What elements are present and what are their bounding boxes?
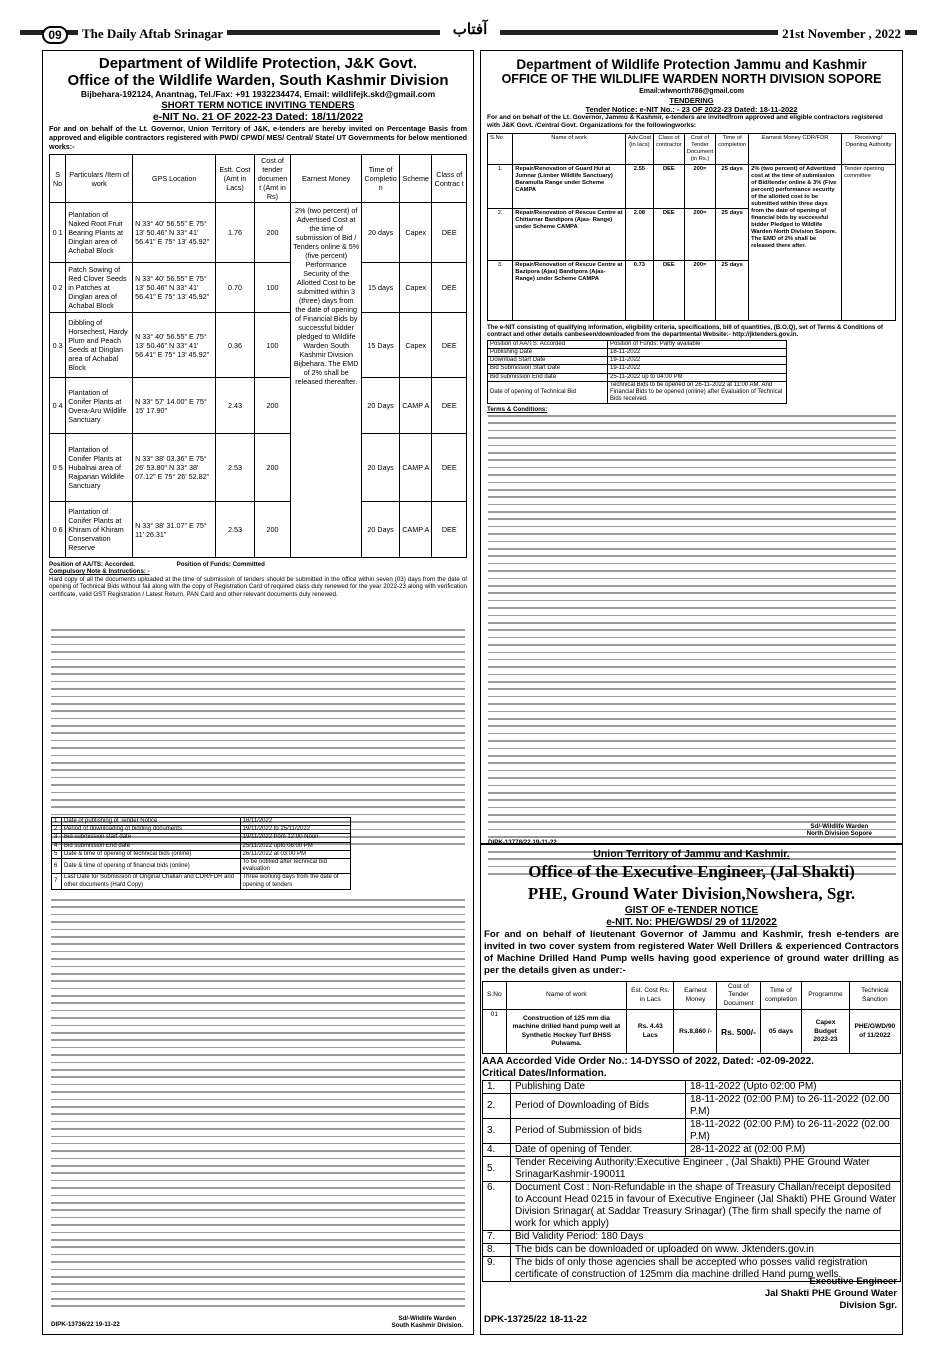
notice-title-office: Office of the Wildlife Warden, South Kashmir Division	[67, 72, 449, 89]
newspaper-name: The Daily Aftab Srinagar	[78, 26, 227, 42]
signatory-office: North Division Sopore	[806, 830, 872, 838]
table-row: 2. Period of Downloading of Bids 18-11-2022 (02:00 P.M) to 26-11-2022 (02.00 P.M)	[483, 1094, 901, 1119]
col-header: Cost of tender documen t (Amt in Rs)	[254, 155, 290, 203]
table-row: Download Start Date 19-11-2022	[488, 357, 787, 365]
issue-date: 21st November , 2022	[778, 26, 905, 42]
signatory-division: Division Sgr.	[839, 1300, 897, 1311]
earnest-money-cell: 2% (two percent) of Advertized cost at the time of submission of Bid/tender online & 3% (Five percent) performance security of the allotted cost to be submitted within three days from the date of opening of financial bids by successful bidder Pledged to Wildlife Warden North Division Sopore. The EMD of 2% shall be released there after.	[749, 165, 842, 321]
critical-dates-heading: Critical Dates/Information.	[482, 1068, 607, 1080]
terms-text-block	[488, 415, 896, 881]
north-division-tender-notice	[481, 51, 902, 414]
col-header: Receiving/ Opening Authority	[842, 134, 896, 165]
notice-title-department: Department of Wildlife Protection, J&K Govt.	[98, 55, 418, 72]
table-row: 4. Date of opening of Tender. 28-11-2022 at (02:00 P.M)	[483, 1144, 901, 1157]
table-row: 0 4 Plantation of Conifer Plants at Overa-Aru Wildlife Sanctuary N 33° 57' 14.00" E 75° 15' 17.90" 2.43 200 20 Days CAMP A DEE	[50, 378, 467, 434]
dipk-number: DIPK-13736/22 19-11-22	[51, 1321, 120, 1328]
table-row: 7. Bid Validity Period: 180 Days	[483, 1231, 901, 1244]
signatory-office: South Kashmir Division.	[391, 1322, 463, 1330]
south-kashmir-tender-notice	[42, 50, 474, 1335]
table-row: 0 6 Plantation of Conifer Plants at Khiram of Khiram Conservation Reserve N 33° 38' 31.07" E 75° 11' 26.31" 2.53 200 20 Days CAMP A DEE	[50, 502, 467, 558]
dipk-number: DPK-13725/22 18-11-22	[484, 1314, 587, 1325]
table-row: 2. Repair/Renovation of Rescue Centre at Chittarnar Bandipora (Ajas- Range) under Scheme CAMPA 2.08 DEE 200= 25 days	[488, 209, 896, 261]
col-header: Adv.Cost (in lacs)	[625, 134, 653, 165]
table-row: 01 Construction of 125 mm dia machine drilled hand pump well at Synthetic Hockey Turf BHSS Pulwama. Rs. 4.43 Lacs Rs.8,860 /- Rs. 500/- 05 days Capex Budget 2022-23 PHE/GWD/90 of 11/2022	[483, 1010, 901, 1054]
notice-heading: TENDERING	[669, 96, 714, 105]
table-row: 3 Bid submission start date 19/11/2022 from 12:00 Noon	[52, 834, 351, 842]
table-row: Publishing Date 18-11-2022	[488, 349, 787, 357]
notice-title-office: OFFICE OF THE WILDLIFE WARDEN NORTH DIVISION SOPORE	[501, 72, 882, 86]
col-header: Earnest Money	[291, 155, 362, 203]
notice-title-office: Office of the Executive Engineer, (Jal Shakti)	[528, 862, 855, 881]
office-address: Bijbehara-192124, Anantnag, Tel./Fax: +91 1932234474, Email: wildlifejk.skd@gmail.com	[80, 89, 436, 99]
enit-number: Tender Notice: e-NIT No.: - 23 OF 2022-23 Dated: 18-11-2022	[585, 105, 798, 114]
table-row: 5 Date & time of opening of technical bids (online) 26/11/2022 at 03:00 PM	[52, 850, 351, 858]
signatory-title: Executive Engineer	[809, 1276, 897, 1287]
terms-text-block	[51, 899, 465, 1313]
notice-title-division: PHE, Ground Water Division,Nowshera, Sgr.	[527, 884, 856, 903]
page-number: 09	[42, 26, 68, 44]
table-row: 2 Period of downloading of bidding documents 19/11/2022 to 25/11/2022	[52, 826, 351, 834]
col-header: Time of completion	[716, 134, 749, 165]
notice-title-department: Department of Wildlife Protection Jammu and Kashmir	[516, 57, 867, 72]
notice-divider	[480, 843, 903, 845]
table-row: 1. Repair/Renovation of Guard Hut at Jumnar (Limber Wildlife Sanctuary) Baramulla Range under Scheme CAMPA 2.55 DEE 200= 25 days 2% (two percent) of Advertized cost at the time of submission of Bid/tender online & 3% (Five percent) performance security of the allotted cost to be submitted within three days from the date of opening of financial bids by successful bidder Pledged to Wildlife Warden North Division Sopore. The EMD of 2% shall be released there after. Tender opening committee	[488, 165, 896, 209]
col-header: GPS Location	[133, 155, 216, 203]
table-row: 0 2 Patch Sowing of Red Clover Seeds in Patches at Dinglan area of Achabal Block N 33° 40' 56.55" E 75° 13' 50.46" N 33° 41' 56.41" E 75° 13' 45.92" 0.70 100 15 days Capex DEE	[50, 263, 467, 313]
table-row: 3. Repair/Renovation of Rescue Centre at Bazipora (Ajas) Bandipora (Ajas- Range) under Scheme CAMPA 0.73 DEE 200= 25 days	[488, 261, 896, 321]
position-funds: Position of Funds: Committed	[176, 561, 265, 568]
table-row: 0 1 Plantation of Naked Root Fruit Bearing Plants at Dinglan area of Achabal Block N 33° 40' 56.55" E 75° 13' 50.46" N 33° 41' 56.41" E 75° 13' 45.92" 1.76 200 2% (two percent) of Advertised Cost at the time of submission of Bid / Tenders online & 5% (five percent) Performance Security of the Allotted Cost to be submitted within 3 (three) days from the date of opening of Financial Bids by successful bidder pledged to Wildlife Warden South Kashmir Division Bijbehara. The EMD of 2% shall be released thereafter. 20 days Capex DEE	[50, 203, 467, 263]
col-header: Earnest Money	[674, 982, 717, 1010]
col-header: Name of work	[513, 134, 626, 165]
eligibility-note: The e-NIT consisting of qualifying information, eligibility criteria, specifications, bill of quantities, (B.O.Q), set of Terms & Conditions of contract and other details canbeseen/downloaded from the departmental Website:- http://jktenders.gov.in.	[487, 324, 883, 339]
table-row: 3. Period of Submission of bids 18-11-2022 (02:00 P.M) to 26-11-2022 (02.00 P.M)	[483, 1119, 901, 1144]
instructions-heading: Compulsory Note & Instructions: -	[49, 568, 150, 576]
table-row: 7 Last Date for Submission of Original Challan and CDR/FDR and other documents (Hard Copy) Three working days from the date of opening of tenders	[52, 874, 351, 889]
table-row: Date of opening of Technical Bid Technical Bids to be opened on 26-11-2022 at 11:00 AM. And Financial Bids to be opened (online) after Evaluation of Technical Bids received.	[488, 381, 787, 404]
schedule-table	[51, 817, 351, 890]
table-row: 6. Document Cost : Non-Refundable in the shape of Treasury Challan/receipt deposited to Account Head 0215 in favour of Executive Engineer (Jal Shakti) PHE Ground Water Division Srinagar( at Saddar Treasury Srinagar) (The firm shall specify the name of work for which apply)	[483, 1182, 901, 1231]
col-header: S No	[50, 155, 66, 203]
notice-intro: For and on behalf of the Lt. Governor, Union Territory of J&K, e-tenders are hereby invited on Percentage Basis from approved and eligible contractors registered with PWD/ CPWD/ MES/ Central/ State/ UT Governments for below mentioned works:-	[49, 124, 467, 151]
table-row: 0 5 Plantation of Conifer Plants at Hubalnai area of Rajparian Wildlife Sanctuary N 33° 38' 03.36" E 75° 26' 53.80" N 33° 38' 07.12" E 75° 26' 52.82" 2.53 200 20 Days CAMP A DEE	[50, 434, 467, 502]
col-header: S.No	[483, 982, 507, 1010]
gist-heading: GIST OF e-TENDER NOTICE	[624, 905, 759, 916]
col-header: Class of contractor	[653, 134, 684, 165]
enit-number: e-NIT No. 21 OF 2022-23 Dated: 18/11/2022	[152, 111, 364, 123]
signatory-title: Sd/-Wildlife Warden	[398, 1315, 457, 1322]
col-header: Earnest Money CDR/FDR	[749, 134, 842, 165]
col-header: Name of work	[506, 982, 626, 1010]
newspaper-logo: آفتاب	[440, 20, 500, 40]
critical-dates-table	[482, 1080, 901, 1282]
instructions-intro: Hard copy of all the documents uploaded at the time of submission of tenders should be submitted in the office within seven (03) days from the date of opening of Technical Bids without fail along with the copy of Registration Card of required class duly renewed for the year 2022-23 along with verification certificate, valid GST Registration / Latest Return, PAN Card and other relevant documents duly renewed.	[49, 575, 467, 598]
col-header: Particulars /Item of work	[66, 155, 133, 203]
enit-number: e-NIT. No: PHE/GWDS/ 29 of 11/2022	[606, 917, 777, 928]
masthead	[0, 0, 945, 44]
schedule-table-wrap	[51, 817, 351, 890]
table-row: 0 3 Dibbling of Horsechest, Hardy Plum and Peach Seeds at Dinglan area of Achabal Block N 33° 40' 56.55" E 75° 13' 50.46" N 33° 41' 56.41" E 75° 13' 45.92" 0.36 100 15 Days Capex DEE	[50, 313, 467, 378]
office-email: Email:wlwnorth786@gmail.com	[639, 88, 744, 95]
col-header: Cost of Tender Document	[717, 982, 760, 1010]
col-header: Est. Cost Rs. in Lacs	[627, 982, 674, 1010]
notice-intro: For and on behalf of lieutenant Governor of Jammu and Kashmir, fresh e-tenders are invited in two cover system from registered Water Well Drillers & experienced Contractors of Machine Drilled Hand Pump wells having good experience of ground water drilling as per the details given as under:-	[484, 929, 899, 976]
notice-intro: For and on behalf of the Lt. Governor, Jammu & Kashmir, e-tenders are invitedfrom approved and eligible contractors registered with J&K Govt. /Central Govt. Organizations for the followingworks:	[487, 114, 883, 129]
works-table	[49, 154, 467, 558]
col-header: Time of completion	[760, 982, 802, 1010]
table-row: Position of AA/TS: Accorded Position of Funds: Partly available	[488, 340, 787, 348]
signatory-office: Jal Shakti PHE Ground Water	[764, 1288, 897, 1299]
table-row: 6 Date & time of opening of financial bids (online) To be notified after technical bid evaluation	[52, 859, 351, 874]
works-table	[482, 981, 901, 1054]
table-row: Bid Submission Start Date 19-11-2022	[488, 365, 787, 373]
terms-heading: Terms & Conditions:	[487, 406, 548, 414]
works-table	[487, 133, 896, 321]
table-row: 1 Date of publishing of Tender Notice 18/11/2022	[52, 818, 351, 826]
phe-tender-notice	[482, 848, 901, 1333]
notice-heading: SHORT TERM NOTICE INVITING TENDERS	[161, 100, 355, 111]
col-header: Time of Completio n	[362, 155, 400, 203]
col-header: Scheme	[400, 155, 432, 203]
schedule-table	[487, 340, 787, 405]
table-row: 8. The bids can be downloaded or uploaded on www. Jktenders.gov.in	[483, 1244, 901, 1257]
col-header: Class of Contrac t	[432, 155, 467, 203]
col-header: Programme	[802, 982, 849, 1010]
col-header: Technical Sanction	[849, 982, 900, 1010]
aaa-order: AAA Accorded Vide Order No.: 14-DYSSO of 2022, Dated: -02-09-2022.	[482, 1056, 814, 1068]
earnest-money-cell: 2% (two percent) of Advertised Cost at the time of submission of Bid / Tenders online & 5% (five percent) Performance Security of the Allotted Cost to be submitted within 3 (three) days from the date of opening of Financial Bids by successful bidder pledged to Wildlife Warden South Kashmir Division Bijbehara. The EMD of 2% shall be released thereafter.	[291, 203, 362, 558]
table-row: Bid submission End date 25-11-2022 up to 04:00 PM	[488, 373, 787, 381]
table-row: 9. The bids of only those agencies shall be accepted who posses valid registration certificate of construction of 125mm dia machine drilled Hand pump wells.	[483, 1257, 901, 1282]
table-row: 4 Bid submission End date 25/11/2022 upto 06:00 PM	[52, 842, 351, 850]
signatory-title: Sd/-Wildlife Warden	[810, 823, 869, 830]
col-header: Cost of Tender Document (in Rs.)	[684, 134, 715, 165]
table-row: 1. Publishing Date 18-11-2022 (Upto 02:00 PM)	[483, 1081, 901, 1094]
position-aa: Position of AA/TS: Accorded.	[49, 561, 135, 568]
territory-heading: Union Territory of Jammu and Kashmir.	[593, 848, 790, 860]
table-row: 5. Tender Receiving Authority:Executive Engineer , (Jal Shakti) PHE Ground Water SrinagarKashmir-190011	[483, 1157, 901, 1182]
opening-authority: Tender opening committee	[842, 165, 896, 321]
col-header: Estt. Cost (Amt in Lacs)	[216, 155, 255, 203]
col-header: S.No	[488, 134, 513, 165]
